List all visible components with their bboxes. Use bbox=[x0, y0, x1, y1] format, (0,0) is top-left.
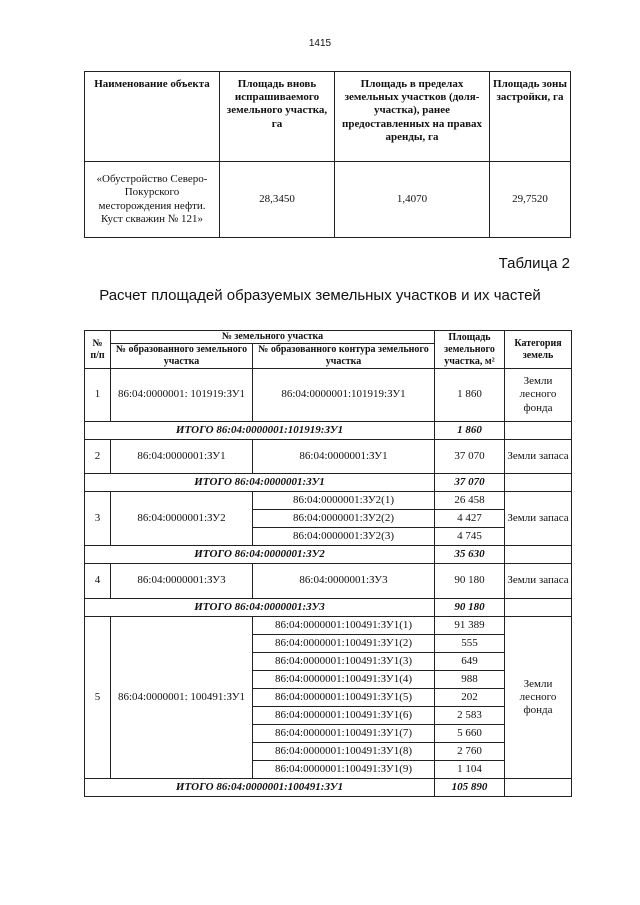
cell-parcel: 86:04:0000001:ЗУ1 bbox=[111, 440, 253, 474]
cell-contour: 86:04:0000001:100491:ЗУ1(4) bbox=[253, 671, 435, 689]
cell-area: 555 bbox=[435, 635, 505, 653]
cell-area: 26 458 bbox=[435, 492, 505, 510]
table-caption: Таблица 2 bbox=[498, 255, 570, 272]
cell-contour: 86:04:0000001:100491:ЗУ1(1) bbox=[253, 617, 435, 635]
cell-category: Земли лесного фонда bbox=[505, 369, 572, 422]
cell-area: 5 660 bbox=[435, 725, 505, 743]
total-empty bbox=[505, 474, 572, 492]
table-row bbox=[85, 564, 572, 599]
area-calculation-table bbox=[84, 330, 572, 797]
total-empty bbox=[505, 599, 572, 617]
total-row bbox=[85, 546, 572, 564]
cell-area: 2 583 bbox=[435, 707, 505, 725]
table-row bbox=[85, 617, 572, 635]
total-value: 90 180 bbox=[435, 599, 505, 617]
header-parcel: № земельного участка bbox=[111, 331, 435, 344]
total-row bbox=[85, 422, 572, 440]
header-leased-area: Площадь в пределах земельных участков (доля-участка), ранее предоставленных на правах аренды, га bbox=[335, 72, 490, 162]
total-empty bbox=[505, 422, 572, 440]
cell-area: 988 bbox=[435, 671, 505, 689]
table-row bbox=[85, 162, 571, 238]
total-label: ИТОГО 86:04:0000001:ЗУ3 bbox=[85, 599, 435, 617]
cell-area: 90 180 bbox=[435, 564, 505, 599]
cell-area: 2 760 bbox=[435, 743, 505, 761]
cell-build-zone: 29,7520 bbox=[490, 162, 571, 238]
cell-area: 1 860 bbox=[435, 369, 505, 422]
table-header-row bbox=[85, 331, 572, 344]
cell-contour: 86:04:0000001:ЗУ2(2) bbox=[253, 510, 435, 528]
total-empty bbox=[505, 779, 572, 797]
cell-leased-area: 1,4070 bbox=[335, 162, 490, 238]
cell-parcel: 86:04:0000001:ЗУ3 bbox=[111, 564, 253, 599]
cell-category: Земли запаса bbox=[505, 492, 572, 546]
cell-contour: 86:04:0000001:100491:ЗУ1(3) bbox=[253, 653, 435, 671]
total-value: 35 630 bbox=[435, 546, 505, 564]
cell-contour: 86:04:0000001:100491:ЗУ1(6) bbox=[253, 707, 435, 725]
cell-area: 4 745 bbox=[435, 528, 505, 546]
cell-contour: 86:04:0000001:100491:ЗУ1(9) bbox=[253, 761, 435, 779]
cell-area: 1 104 bbox=[435, 761, 505, 779]
total-value: 105 890 bbox=[435, 779, 505, 797]
cell-num: 1 bbox=[85, 369, 111, 422]
total-row bbox=[85, 474, 572, 492]
cell-object-name: «Обустройство Северо-Покурского месторождения нефти. Куст скважин № 121» bbox=[85, 162, 220, 238]
total-label: ИТОГО 86:04:0000001:ЗУ1 bbox=[85, 474, 435, 492]
cell-new-area: 28,3450 bbox=[220, 162, 335, 238]
total-row bbox=[85, 779, 572, 797]
header-category: Категория земель bbox=[505, 331, 572, 369]
cell-area: 91 389 bbox=[435, 617, 505, 635]
total-row bbox=[85, 599, 572, 617]
cell-contour: 86:04:0000001:100491:ЗУ1(2) bbox=[253, 635, 435, 653]
cell-parcel: 86:04:0000001:ЗУ2 bbox=[111, 492, 253, 546]
cell-area: 649 bbox=[435, 653, 505, 671]
cell-area: 202 bbox=[435, 689, 505, 707]
cell-contour: 86:04:0000001:100491:ЗУ1(5) bbox=[253, 689, 435, 707]
cell-contour: 86:04:0000001:ЗУ3 bbox=[253, 564, 435, 599]
header-object-name: Наименование объекта bbox=[85, 72, 220, 162]
page-number: 1415 bbox=[308, 38, 332, 49]
cell-contour: 86:04:0000001:100491:ЗУ1(8) bbox=[253, 743, 435, 761]
table-title: Расчет площадей образуемых земельных участков и их частей bbox=[99, 287, 541, 304]
cell-contour: 86:04:0000001:101919:ЗУ1 bbox=[253, 369, 435, 422]
cell-num: 5 bbox=[85, 617, 111, 779]
header-num: № п/п bbox=[85, 331, 111, 369]
table-row bbox=[85, 492, 572, 510]
cell-num: 2 bbox=[85, 440, 111, 474]
total-value: 1 860 bbox=[435, 422, 505, 440]
total-label: ИТОГО 86:04:0000001:100491:ЗУ1 bbox=[85, 779, 435, 797]
header-contour: № образованного контура земельного участка bbox=[253, 344, 435, 369]
cell-category: Земли запаса bbox=[505, 564, 572, 599]
header-area: Площадь земельного участка, м² bbox=[435, 331, 505, 369]
total-label: ИТОГО 86:04:0000001:ЗУ2 bbox=[85, 546, 435, 564]
cell-contour: 86:04:0000001:ЗУ2(1) bbox=[253, 492, 435, 510]
cell-parcel: 86:04:0000001: 100491:ЗУ1 bbox=[111, 617, 253, 779]
table-row bbox=[85, 440, 572, 474]
cell-category: Земли запаса bbox=[505, 440, 572, 474]
total-value: 37 070 bbox=[435, 474, 505, 492]
header-new-area: Площадь вновь испрашиваемого земельного участка, га bbox=[220, 72, 335, 162]
total-label: ИТОГО 86:04:0000001:101919:ЗУ1 bbox=[85, 422, 435, 440]
cell-area: 37 070 bbox=[435, 440, 505, 474]
table-header-row bbox=[85, 72, 571, 162]
summary-table bbox=[84, 71, 571, 238]
header-formed-parcel: № образованного земельного участка bbox=[111, 344, 253, 369]
cell-contour: 86:04:0000001:ЗУ1 bbox=[253, 440, 435, 474]
cell-parcel: 86:04:0000001: 101919:ЗУ1 bbox=[111, 369, 253, 422]
total-empty bbox=[505, 546, 572, 564]
table-row bbox=[85, 369, 572, 422]
cell-num: 4 bbox=[85, 564, 111, 599]
cell-area: 4 427 bbox=[435, 510, 505, 528]
cell-contour: 86:04:0000001:ЗУ2(3) bbox=[253, 528, 435, 546]
cell-num: 3 bbox=[85, 492, 111, 546]
cell-contour: 86:04:0000001:100491:ЗУ1(7) bbox=[253, 725, 435, 743]
cell-category: Земли лесного фонда bbox=[505, 617, 572, 779]
header-build-zone: Площадь зоны застройки, га bbox=[490, 72, 571, 162]
